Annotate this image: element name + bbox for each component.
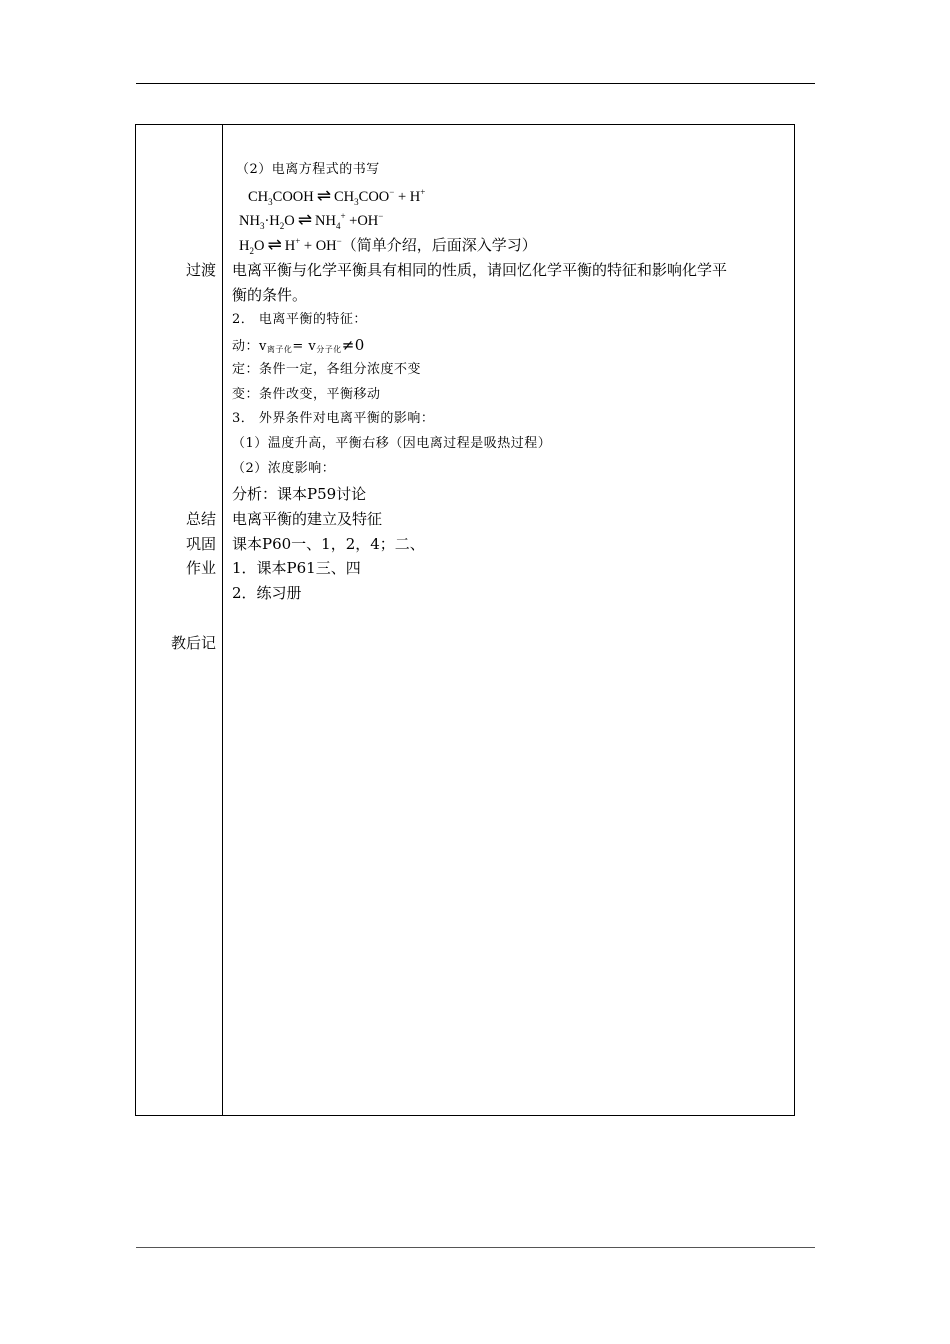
equation-acetic-acid: $CH_3COOH$ ⇌ $CH_3COO^- + H^+$ xyxy=(248,186,426,207)
label-transition: 过渡 xyxy=(185,261,216,279)
equilibrium-arrow-icon: ⇌ xyxy=(316,186,331,206)
header-rule xyxy=(136,83,815,84)
footer-rule xyxy=(136,1247,815,1248)
summary-text: 电离平衡的建立及特征 xyxy=(232,510,383,528)
column-divider xyxy=(222,125,223,1115)
section-heading-ionization-equation: （2）电离方程式的书写 xyxy=(236,162,380,177)
label-summary: 总结 xyxy=(185,510,216,528)
equilibrium-arrow-icon: ⇌ xyxy=(297,210,312,230)
feature-change: 变：条件改变，平衡移动 xyxy=(232,387,381,402)
section-heading-external-conditions: 3． 外界条件对电离平衡的影响： xyxy=(232,411,435,426)
feature-dynamic: 动：v离子化= v分子化≠0 xyxy=(232,336,365,354)
section-heading-equilibrium-features: 2． 电离平衡的特征： xyxy=(232,312,367,327)
label-homework: 作业 xyxy=(185,559,216,577)
transition-text-line1: 电离平衡与化学平衡具有相同的性质，请回忆化学平衡的特征和影响化学平 xyxy=(232,261,728,279)
feature-fixed: 定：条件一定，各组分浓度不变 xyxy=(232,362,422,377)
condition-temperature: （1）温度升高，平衡右移（因电离过程是吸热过程） xyxy=(232,436,552,451)
label-consolidate: 巩固 xyxy=(185,535,216,553)
consolidate-text: 课本P60一、1，2，4；二、 xyxy=(232,535,425,553)
homework-item-1: 1．课本P61三、四 xyxy=(232,559,361,577)
equilibrium-arrow-icon: ⇌ xyxy=(267,235,282,255)
condition-concentration: （2）浓度影响： xyxy=(232,461,336,476)
analysis-text: 分析：课本P59讨论 xyxy=(232,485,367,503)
label-reflection: 教后记 xyxy=(170,634,216,652)
lesson-plan-table xyxy=(135,124,795,1116)
equation-ammonia-hydrate: $NH_3\cdot H_2O$ ⇌ $NH_4^+ +OH^-$ xyxy=(239,210,384,231)
transition-text-line2: 衡的条件。 xyxy=(232,286,308,304)
equation-water: $H_2O$ ⇌ H+ + OH−（简单介绍，后面深入学习） xyxy=(239,235,537,256)
homework-item-2: 2．练习册 xyxy=(232,584,302,602)
